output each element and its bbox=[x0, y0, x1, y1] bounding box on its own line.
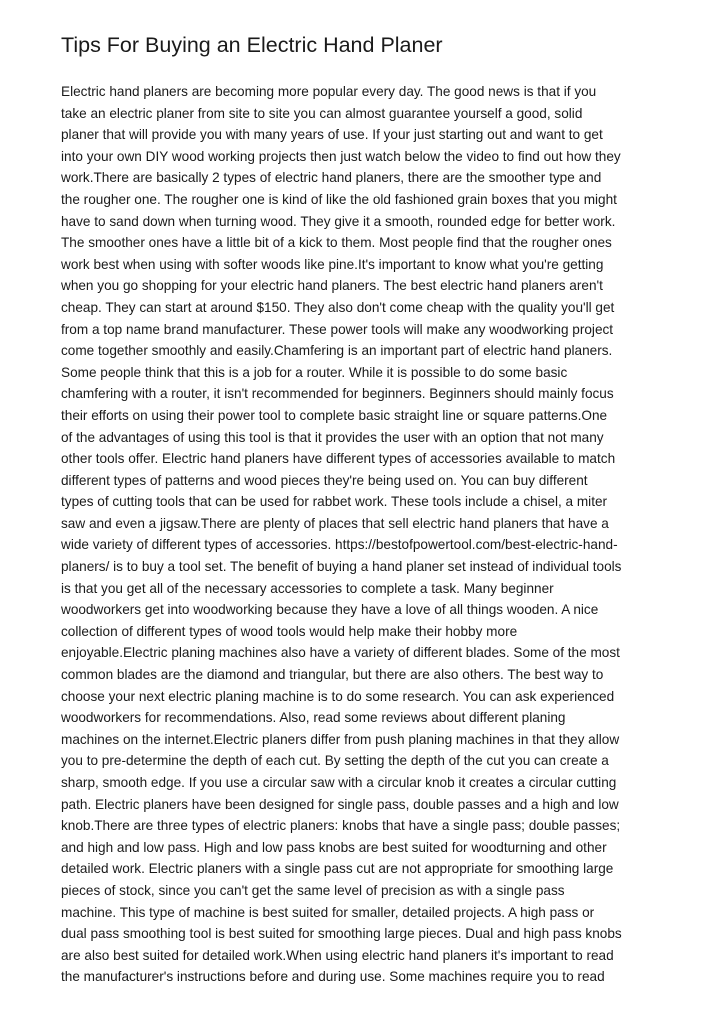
body-line: the manufacturer's instructions before and during use. Some machines require you to read bbox=[61, 969, 605, 985]
body-line: come together smoothly and easily.Chamfering is an important part of electric hand planers. bbox=[61, 343, 613, 359]
body-line: saw and even a jigsaw.There are plenty of places that sell electric hand planers that have a bbox=[61, 515, 609, 531]
body-line: detailed work. Electric planers with a single pass cut are not appropriate for smoothing large bbox=[61, 861, 614, 877]
body-line: the rougher one. The rougher one is kind of like the old fashioned grain boxes that you might bbox=[61, 191, 617, 207]
body-line: and high and low pass. High and low pass knobs are best suited for woodturning and other bbox=[61, 839, 607, 855]
body-line: Some people think that this is a job for a router. While it is possible to do some basic bbox=[61, 364, 568, 380]
body-line: enjoyable.Electric planing machines also have a variety of different blades. Some of the most bbox=[61, 645, 620, 661]
body-line: different types of patterns and wood pieces they're being used on. You can buy different bbox=[61, 472, 588, 488]
body-line: from a top name brand manufacturer. These power tools will make any woodworking project bbox=[61, 321, 614, 337]
body-line: wide variety of different types of accessories. https://bestofpowertool.com/best-electric-hand- bbox=[61, 537, 618, 553]
body-line: is that you get all of the necessary accessories to complete a task. Many beginner bbox=[61, 580, 554, 596]
body-line: their efforts on using their power tool to complete basic straight line or square patterns.One bbox=[61, 407, 608, 423]
body-line: woodworkers get into woodworking because they have a love of all things wooden. A nice bbox=[61, 602, 599, 618]
body-line: chamfering with a router, it isn't recommended for beginners. Beginners should mainly focus bbox=[61, 386, 614, 402]
body-line: machine. This type of machine is best suited for smaller, detailed projects. A high pass or bbox=[61, 904, 595, 920]
body-line: collection of different types of wood tools would help make their hobby more bbox=[61, 623, 518, 639]
body-line: pieces of stock, since you can't get the same level of precision as with a single pass bbox=[61, 882, 565, 898]
body-line: when you go shopping for your electric hand planers. The best electric hand planers aren't bbox=[61, 278, 603, 294]
body-line: dual pass smoothing tool is best suited for smoothing large pieces. Dual and high pass knobs bbox=[61, 926, 622, 942]
body-line: have to sand down when turning wood. They give it a smooth, rounded edge for better work. bbox=[61, 213, 616, 229]
body-line: are also best suited for detailed work.When using electric hand planers it's important to read bbox=[61, 947, 614, 963]
body-line: Electric hand planers are becoming more popular every day. The good news is that if you bbox=[61, 84, 597, 99]
document-body bbox=[61, 81, 622, 988]
body-line: choose your next electric planing machine is to do some research. You can ask experienced bbox=[61, 688, 615, 704]
body-line: woodworkers for recommendations. Also, read some reviews about different planing bbox=[61, 710, 566, 726]
body-line: you to pre-determine the depth of each cut. By setting the depth of the cut you can create a bbox=[61, 753, 609, 769]
body-line: cheap. They can start at around $150. They also don't come cheap with the quality you'll get bbox=[61, 299, 615, 315]
body-line: The smoother ones have a little bit of a kick to them. Most people find that the rougher ones bbox=[61, 235, 612, 251]
body-line: work.There are basically 2 types of electric hand planers, there are the smoother type and bbox=[61, 170, 602, 186]
body-line: common blades are the diamond and triangular, but there are also others. The best way to bbox=[61, 667, 604, 683]
body-line: work best when using with softer woods like pine.It's important to know what you're getting bbox=[61, 256, 604, 272]
body-line: of the advantages of using this tool is that it provides the user with an option that not many bbox=[61, 429, 604, 445]
body-line: into your own DIY wood working projects then just watch below the video to find out how they bbox=[61, 148, 621, 164]
body-line: planers/ is to buy a tool set. The benefit of buying a hand planer set instead of individual tools bbox=[61, 559, 622, 575]
body-line: types of cutting tools that can be used for rabbet work. These tools include a chisel, a miter bbox=[61, 494, 608, 510]
body-line: knob.There are three types of electric planers: knobs that have a single pass; double passes; bbox=[61, 818, 621, 834]
body-line: machines on the internet.Electric planers differ from push planing machines in that they allow bbox=[61, 731, 620, 747]
body-line: take an electric planer from site to site you can almost guarantee yourself a good, solid bbox=[61, 105, 583, 121]
body-line: sharp, smooth edge. If you use a circular saw with a circular knob it creates a circular cutting bbox=[61, 775, 617, 790]
body-line: other tools offer. Electric hand planers have different types of accessories available to match bbox=[61, 451, 616, 467]
document-title: Tips For Buying an Electric Hand Planer bbox=[61, 33, 443, 57]
body-line: path. Electric planers have been designed for single pass, double passes and a high and low bbox=[61, 796, 619, 812]
body-line: planer that will provide you with many years of use. If your just starting out and want to get bbox=[61, 127, 603, 143]
